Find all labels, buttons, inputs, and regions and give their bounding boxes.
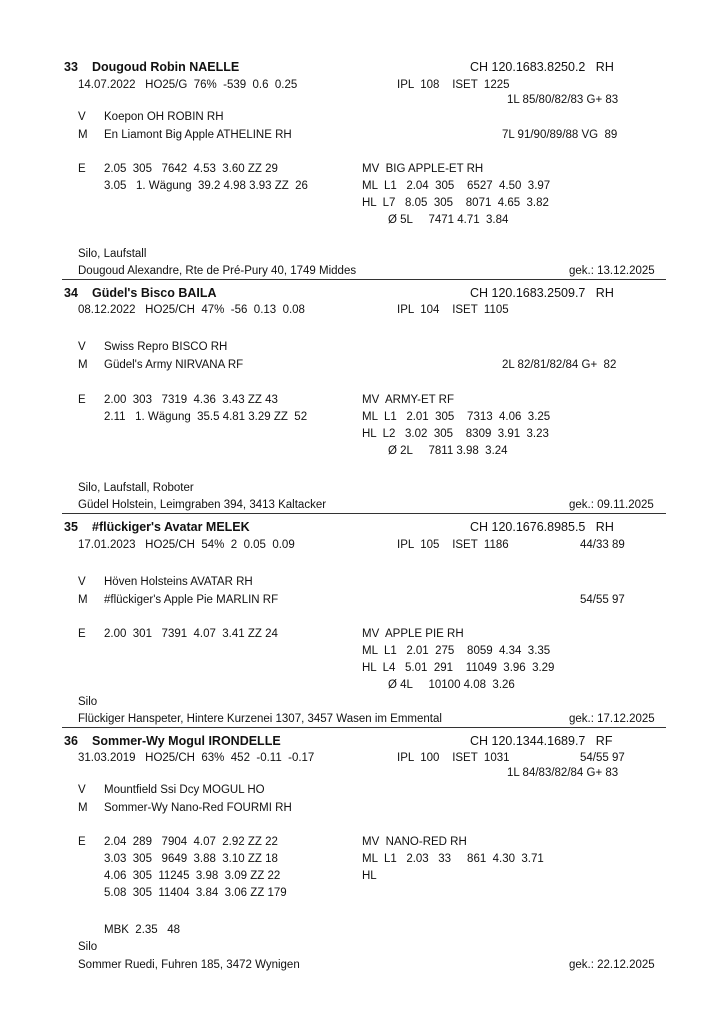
dam-linear-score: 2L 82/81/82/84 G+ 82 (502, 359, 617, 371)
lactation-label: E (78, 163, 86, 175)
owner: Sommer Ruedi, Fuhren 185, 3472 Wynigen (78, 959, 300, 971)
animal-id: CH 120.1676.8985.5 RH (470, 520, 614, 534)
owner: Flückiger Hanspeter, Hintere Kurzenei 1307, 3457 Wasen im Emmental (78, 713, 442, 725)
calving-date: gek.: 22.12.2025 (569, 959, 655, 971)
birth-info: 31.03.2019 HO25/CH 63% 452 -0.11 -0.17 (78, 752, 315, 764)
sire-label: V (78, 784, 86, 796)
dam: En Liamont Big Apple ATHELINE RH (104, 129, 292, 141)
animal-id: CH 120.1683.2509.7 RH (470, 286, 614, 300)
dam-first-lactation: ML L1 2.01 275 8059 4.34 3.35 (362, 645, 551, 657)
sire-label: V (78, 111, 86, 123)
owner: Güdel Holstein, Leimgraben 394, 3413 Kaltacker (78, 499, 327, 511)
dam-best-lactation: HL L2 3.02 305 8309 3.91 3.23 (362, 428, 549, 440)
dam-linear-score: 7L 91/90/89/88 VG 89 (502, 129, 618, 141)
sire: Swiss Repro BISCO RH (104, 341, 228, 353)
birth-info: 08.12.2022 HO25/CH 47% -56 0.13 0.08 (78, 304, 305, 316)
entry-divider (62, 727, 666, 728)
sire-label: V (78, 576, 86, 588)
lactation-line: 4.06 305 11245 3.98 3.09 ZZ 22 (104, 870, 281, 882)
animal-name: Güdel's Bisco BAILA (92, 286, 217, 300)
calving-date: gek.: 17.12.2025 (569, 713, 655, 725)
lactation-line: 2.00 301 7391 4.07 3.41 ZZ 24 (104, 628, 278, 640)
dam-best-lactation: HL (362, 870, 377, 882)
barn-type: Silo, Laufstall, Roboter (78, 482, 194, 494)
maternal-sire: MV NANO-RED RH (362, 836, 467, 848)
dam: Güdel's Army NIRVANA RF (104, 359, 244, 371)
lactation-label: E (78, 394, 86, 406)
barn-type: Silo (78, 941, 98, 953)
dam: #flückiger's Apple Pie MARLIN RF (104, 594, 279, 606)
maternal-sire: MV ARMY-ET RF (362, 394, 455, 406)
lactation-line: 2.11 1. Wägung 35.5 4.81 3.29 ZZ 52 (104, 411, 308, 423)
sire: Koepon OH ROBIN RH (104, 111, 224, 123)
lactation-label: E (78, 628, 86, 640)
linear-score: 1L 85/80/82/83 G+ 83 (507, 94, 619, 106)
barn-type: Silo, Laufstall (78, 248, 147, 260)
dam-first-lactation: ML L1 2.01 305 7313 4.06 3.25 (362, 411, 551, 423)
animal-id: CH 120.1683.8250.2 RH (470, 60, 614, 74)
dam-average: Ø 4L 10100 4.08 3.26 (388, 679, 515, 691)
maternal-sire: MV BIG APPLE-ET RH (362, 163, 484, 175)
extra-score: 44/33 89 (580, 539, 625, 551)
animal-name: Dougoud Robin NAELLE (92, 60, 240, 74)
dam: Sommer-Wy Nano-Red FOURMI RH (104, 802, 292, 814)
lactation-line: 3.03 305 9649 3.88 3.10 ZZ 18 (104, 853, 278, 865)
calving-date: gek.: 13.12.2025 (569, 265, 655, 277)
animal-name: Sommer-Wy Mogul IRONDELLE (92, 734, 281, 748)
lactation-line: 2.05 305 7642 4.53 3.60 ZZ 29 (104, 163, 278, 175)
calving-date: gek.: 09.11.2025 (569, 499, 654, 511)
sire: Mountfield Ssi Dcy MOGUL HO (104, 784, 265, 796)
ipl-iset: IPL 105 ISET 1186 (397, 539, 509, 551)
entry-number: 34 (64, 286, 78, 300)
entry-number: 36 (64, 734, 78, 748)
birth-info: 14.07.2022 HO25/G 76% -539 0.6 0.25 (78, 79, 298, 91)
sire: Höven Holsteins AVATAR RH (104, 576, 253, 588)
dam-label: M (78, 594, 88, 606)
linear-score: 1L 84/83/82/84 G+ 83 (507, 767, 619, 779)
dam-first-lactation: ML L1 2.04 305 6527 4.50 3.97 (362, 180, 551, 192)
dam-average: Ø 2L 7811 3.98 3.24 (388, 445, 508, 457)
lactation-line: 2.04 289 7904 4.07 2.92 ZZ 22 (104, 836, 278, 848)
entry-number: 33 (64, 60, 78, 74)
sire-label: V (78, 341, 86, 353)
dam-label: M (78, 129, 88, 141)
birth-info: 17.01.2023 HO25/CH 54% 2 0.05 0.09 (78, 539, 295, 551)
entry-divider (62, 279, 666, 280)
lactation-line: 2.00 303 7319 4.36 3.43 ZZ 43 (104, 394, 278, 406)
lactation-line: 5.08 305 11404 3.84 3.06 ZZ 179 (104, 887, 287, 899)
mbk-value: MBK 2.35 48 (104, 924, 181, 936)
dam-linear-score: 54/55 97 (580, 594, 625, 606)
owner: Dougoud Alexandre, Rte de Pré-Pury 40, 1749 Middes (78, 265, 357, 277)
maternal-sire: MV APPLE PIE RH (362, 628, 464, 640)
lactation-label: E (78, 836, 86, 848)
entry-divider (62, 513, 666, 514)
entry-number: 35 (64, 520, 78, 534)
extra-score: 54/55 97 (580, 752, 625, 764)
dam-label: M (78, 802, 88, 814)
barn-type: Silo (78, 696, 98, 708)
dam-label: M (78, 359, 88, 371)
ipl-iset: IPL 100 ISET 1031 (397, 752, 510, 764)
ipl-iset: IPL 104 ISET 1105 (397, 304, 509, 316)
dam-best-lactation: HL L4 5.01 291 11049 3.96 3.29 (362, 662, 555, 674)
lactation-line: 3.05 1. Wägung 39.2 4.98 3.93 ZZ 26 (104, 180, 308, 192)
animal-name: #flückiger's Avatar MELEK (92, 520, 250, 534)
dam-first-lactation: ML L1 2.03 33 861 4.30 3.71 (362, 853, 544, 865)
ipl-iset: IPL 108 ISET 1225 (397, 79, 510, 91)
dam-best-lactation: HL L7 8.05 305 8071 4.65 3.82 (362, 197, 549, 209)
dam-average: Ø 5L 7471 4.71 3.84 (388, 214, 509, 226)
animal-id: CH 120.1344.1689.7 RF (470, 734, 613, 748)
